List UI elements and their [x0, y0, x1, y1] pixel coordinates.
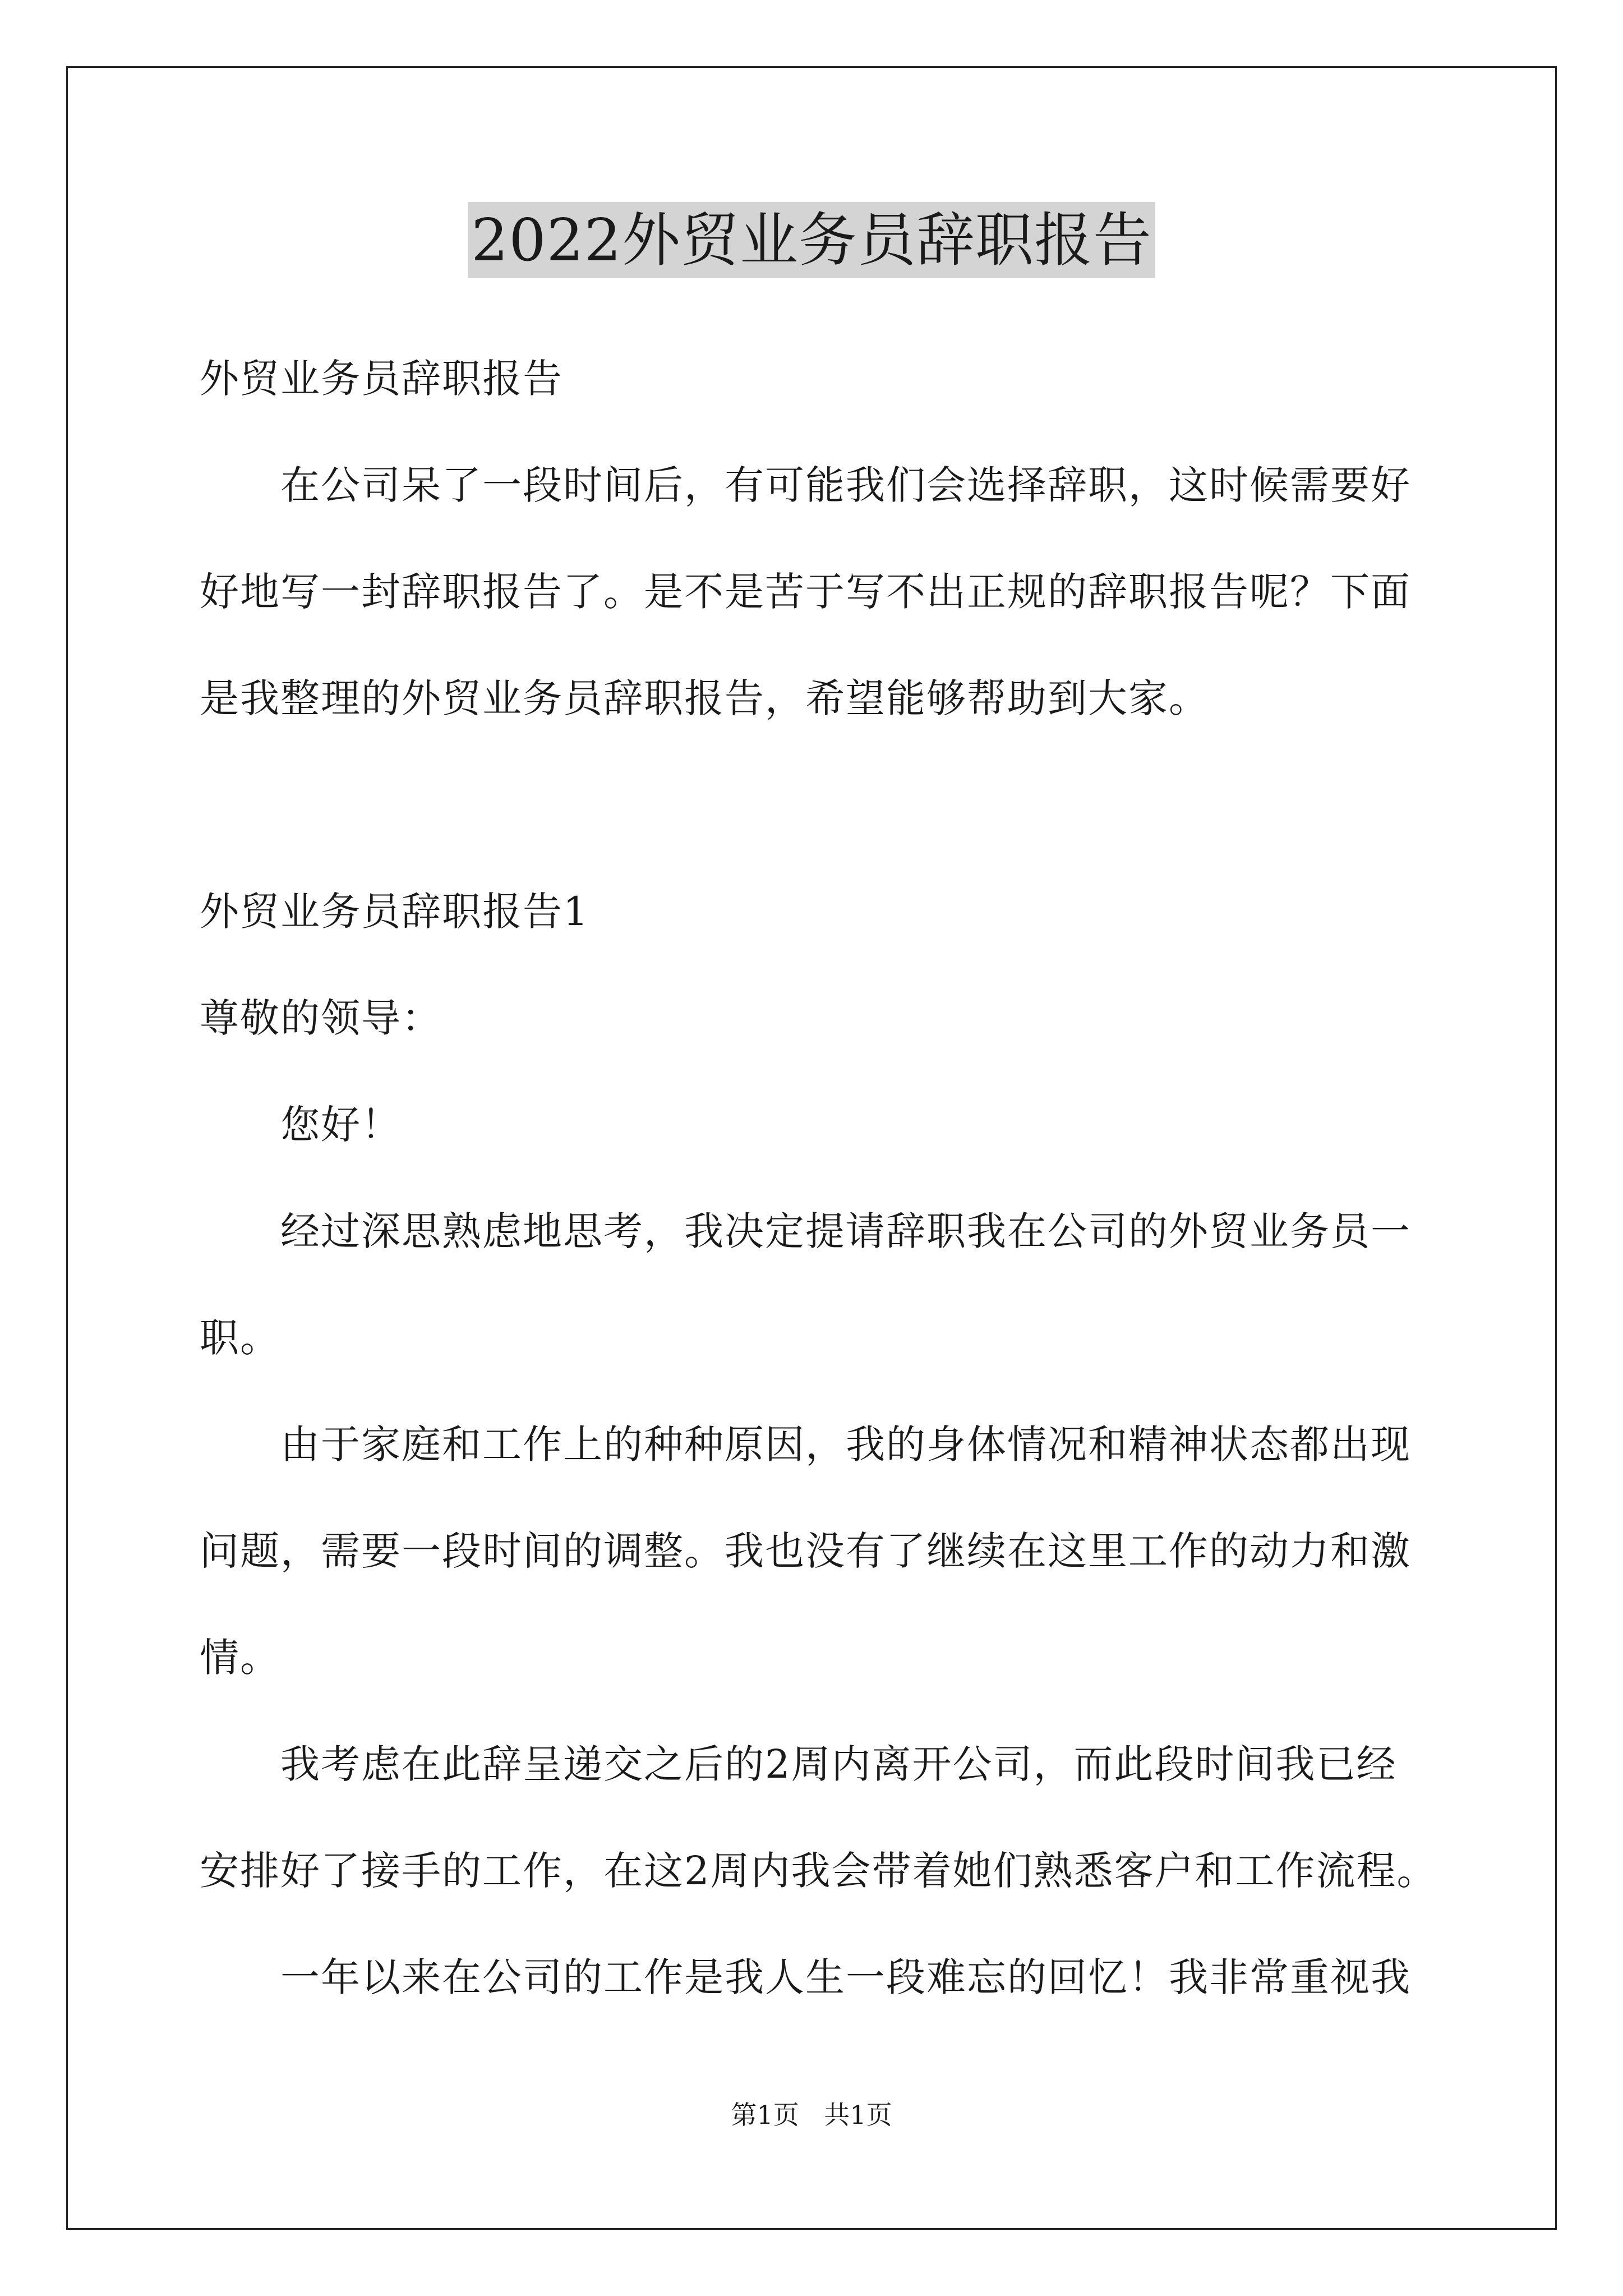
intro-line-2: 好地写一封辞职报告了。是不是苦于写不出正规的辞职报告呢？下面 [200, 569, 1411, 615]
section-heading: 外贸业务员辞职报告1 [200, 889, 589, 935]
body-line-6: 我考虑在此辞呈递交之后的2周内离开公司，而此段时间我已经 [280, 1741, 1397, 1787]
document-title: 2022外贸业务员辞职报告 [468, 202, 1155, 278]
subtitle-line: 外贸业务员辞职报告 [200, 356, 563, 402]
body-line-2: 职。 [200, 1315, 280, 1361]
intro-line-3: 是我整理的外贸业务员辞职报告，希望能够帮助到大家。 [200, 675, 1209, 721]
body-line-7: 安排好了接手的工作，在这2周内我会带着她们熟悉客户和工作流程。 [200, 1848, 1437, 1894]
greeting: 您好！ [280, 1102, 402, 1148]
body-line-3: 由于家庭和工作上的种种原因，我的身体情况和精神状态都出现 [280, 1421, 1411, 1467]
title-container [0, 202, 1623, 278]
body-line-8: 一年以来在公司的工作是我人生一段难忘的回忆！我非常重视我 [280, 1954, 1411, 2000]
page-footer: 第1页 共1页 [731, 2100, 892, 2130]
intro-line-1: 在公司呆了一段时间后，有可能我们会选择辞职，这时候需要好 [280, 462, 1411, 508]
body-line-5: 情。 [200, 1635, 280, 1681]
body-line-4: 问题，需要一段时间的调整。我也没有了继续在这里工作的动力和激 [200, 1528, 1411, 1574]
body-line-1: 经过深思熟虑地思考，我决定提请辞职我在公司的外贸业务员一 [280, 1208, 1411, 1254]
salutation: 尊敬的领导： [200, 995, 442, 1041]
